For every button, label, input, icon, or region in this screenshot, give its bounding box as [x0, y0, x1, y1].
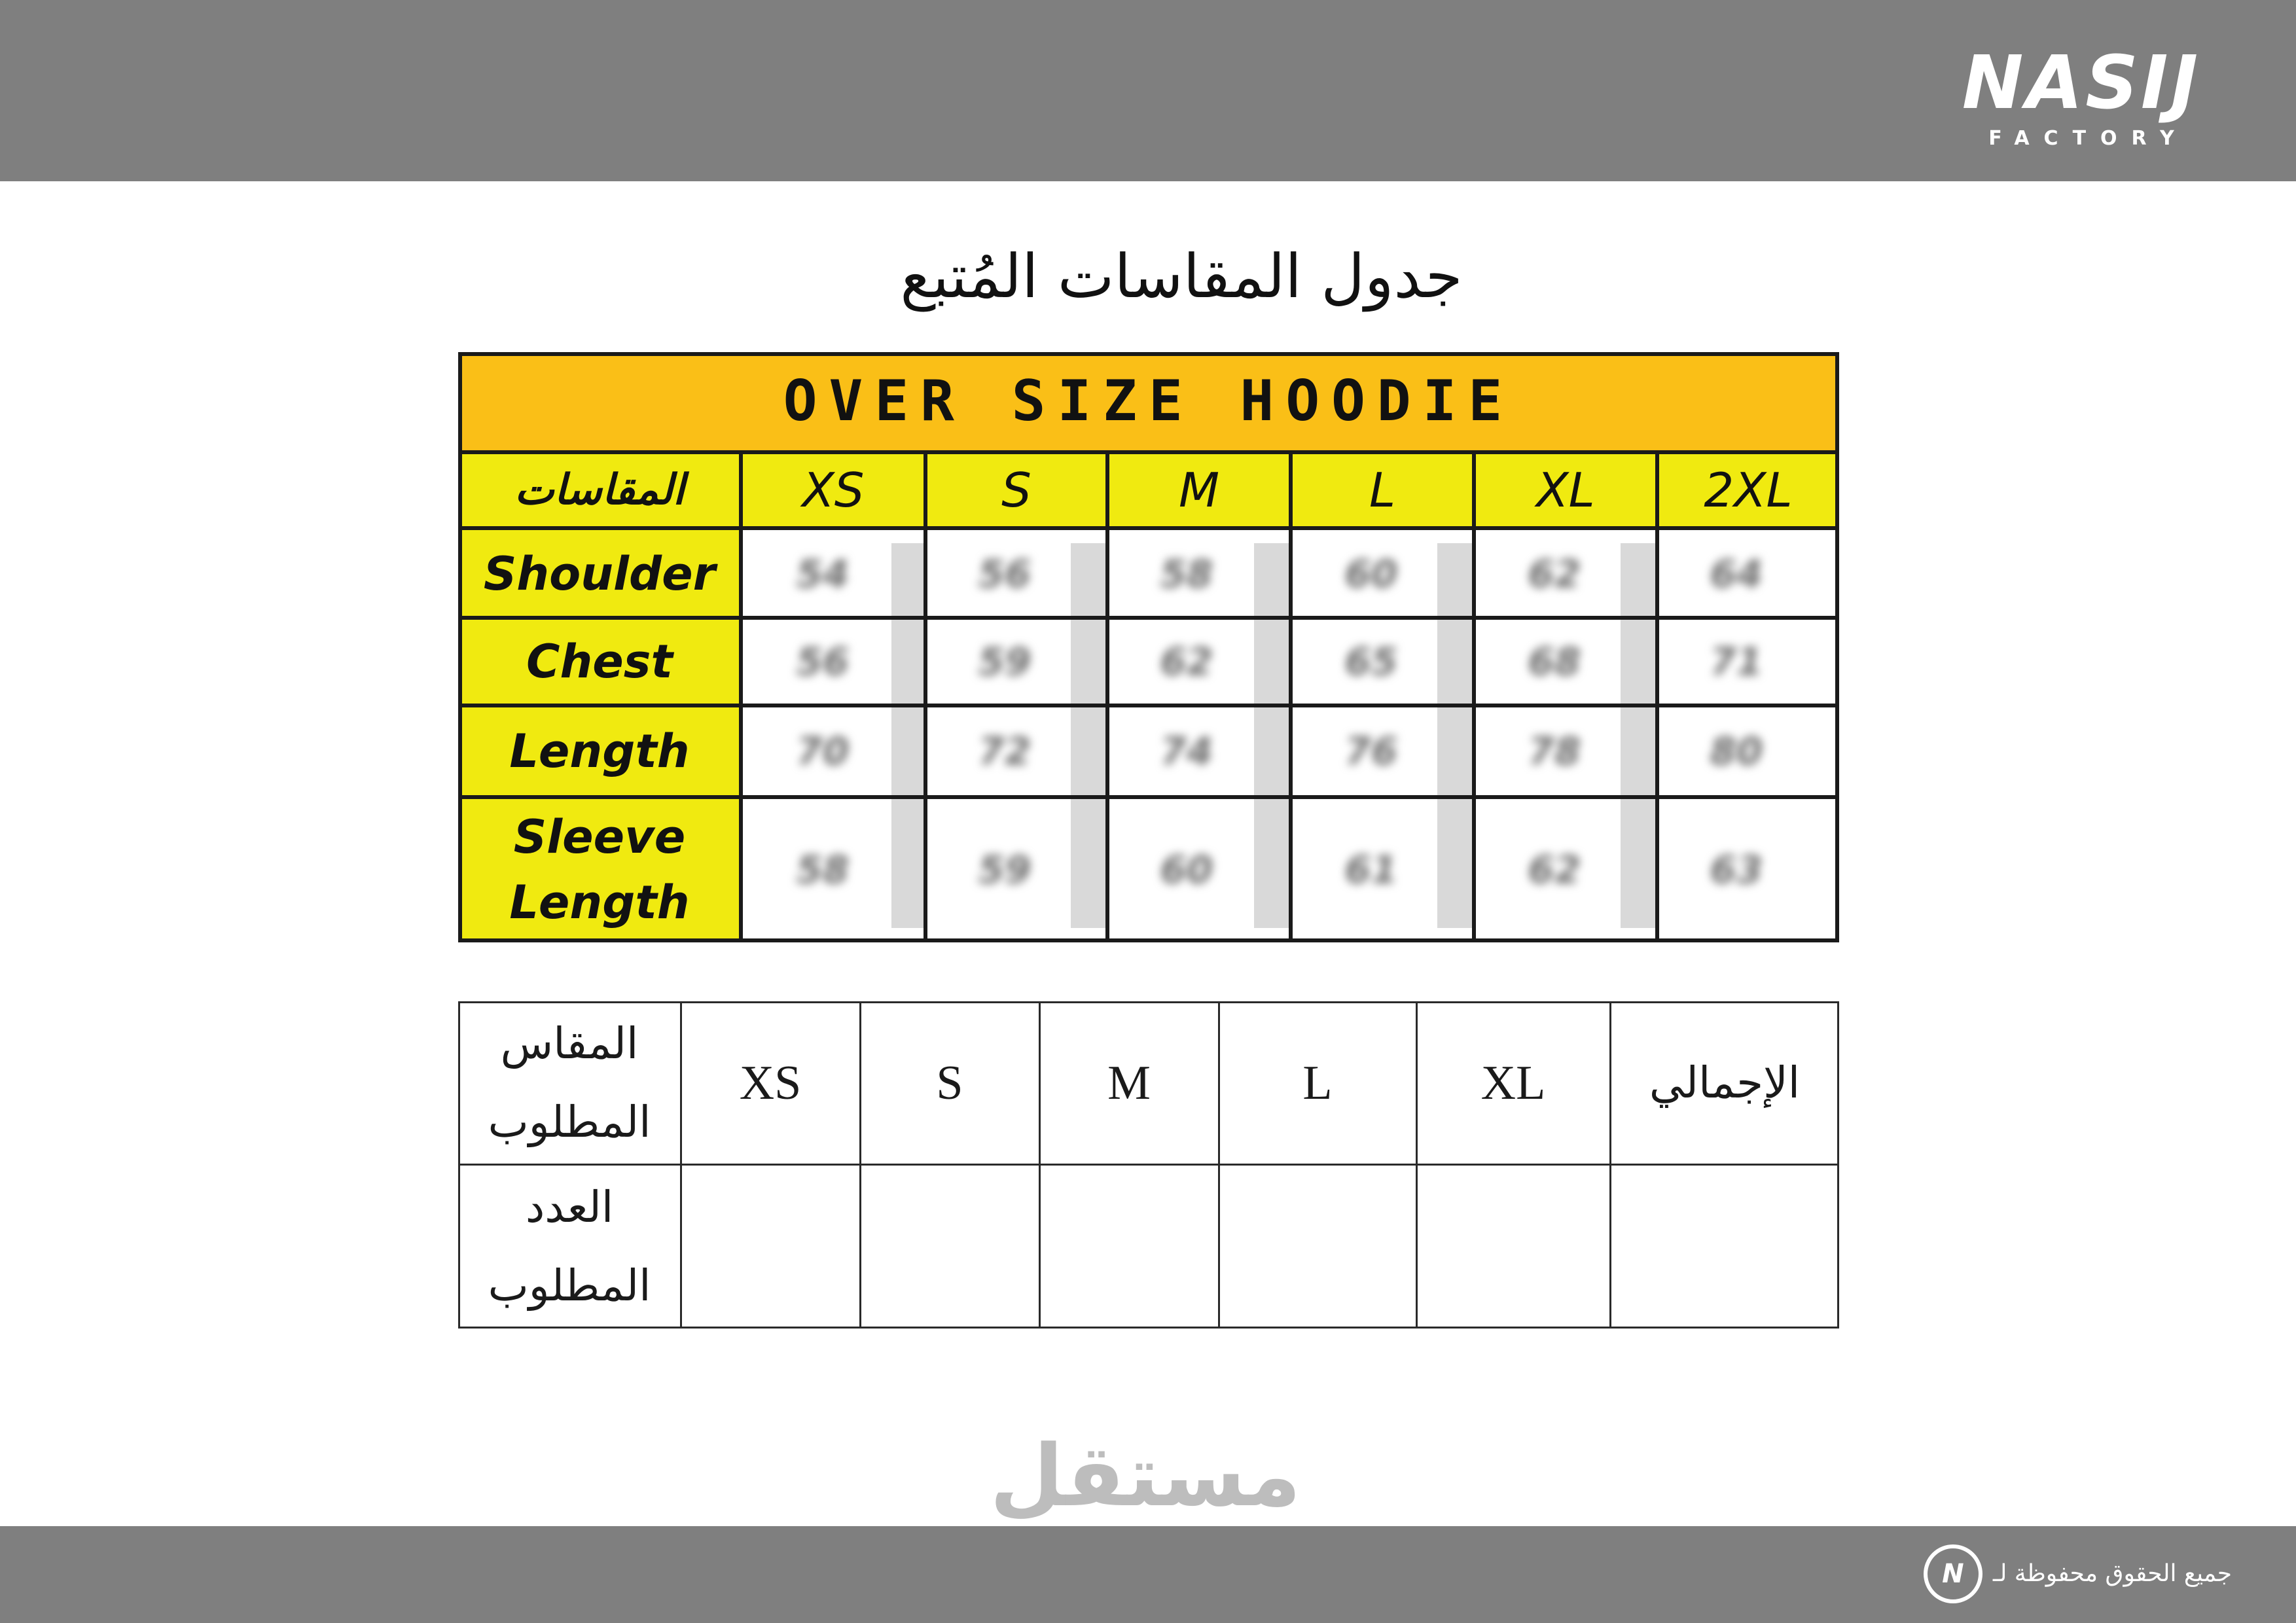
size-chart	[458, 352, 1839, 942]
footer-copyright	[1918, 1541, 2232, 1607]
quantity-cell-m[interactable]	[1039, 1165, 1219, 1329]
value-chest-m: 62	[1160, 639, 1213, 684]
grid-line	[1837, 1001, 1839, 1329]
order-size-s: S	[936, 1056, 963, 1110]
grid-line	[739, 454, 743, 942]
value-sleeve-s: 59	[978, 847, 1031, 892]
order-size-xl: XL	[1480, 1056, 1546, 1110]
row-label-shoulder: Shoulder	[483, 547, 716, 601]
value-sleeve-m: 60	[1160, 847, 1213, 892]
order-quantity-label-line1: العدد	[525, 1182, 614, 1232]
row-label-sleeve-length	[458, 797, 741, 942]
grid-line	[458, 704, 1839, 707]
grid-line	[1416, 1001, 1418, 1329]
chart-banner-text: OVER SIZE HOODIE	[783, 368, 1515, 434]
value-shoulder-m: 58	[1160, 552, 1213, 596]
value-length-2xl: 80	[1710, 729, 1763, 774]
value-sleeve-l: 61	[1344, 847, 1398, 892]
order-quantity-label-line2: المطلوب	[488, 1260, 651, 1311]
row-label-length: Length	[509, 724, 690, 778]
grid-line	[1289, 454, 1293, 942]
row-label-sleeve-line2: Length	[509, 876, 690, 929]
order-size-label-line2: المطلوب	[488, 1097, 651, 1147]
order-size-m: M	[1107, 1056, 1151, 1110]
value-length-xs: 70	[796, 729, 850, 774]
size-header-xl: XL	[1536, 463, 1595, 518]
size-header-l: L	[1369, 463, 1396, 518]
grid-line	[458, 1001, 1839, 1003]
footer-rights-text: جميع الحقوق محفوظة لـ	[1992, 1560, 2232, 1587]
grid-line	[859, 1001, 861, 1329]
logo-subtitle: FACTORY	[1988, 127, 2189, 150]
value-shoulder-xs: 54	[796, 552, 850, 596]
grid-line	[1472, 454, 1476, 942]
brand-mark-icon: N	[1924, 1544, 1982, 1603]
value-chest-l: 65	[1344, 639, 1398, 684]
quantity-cell-l[interactable]	[1219, 1165, 1416, 1329]
value-sleeve-2xl: 63	[1710, 847, 1763, 892]
value-length-xl: 78	[1528, 729, 1581, 774]
value-sleeve-xs: 58	[796, 847, 850, 892]
value-shoulder-xl: 62	[1528, 552, 1581, 596]
logo-wordmark: NASIJ	[1962, 41, 2201, 126]
quantity-cell-s[interactable]	[860, 1165, 1039, 1329]
grid-line	[458, 616, 1839, 620]
size-header-s: S	[1001, 463, 1031, 518]
grid-line	[1609, 1001, 1611, 1329]
order-size-xs: XS	[739, 1056, 802, 1110]
grid-line	[458, 1001, 460, 1329]
shade-strip	[891, 543, 925, 928]
value-chest-s: 59	[978, 639, 1031, 684]
grid-line	[924, 454, 927, 942]
value-sleeve-xl: 62	[1528, 847, 1581, 892]
value-length-l: 76	[1344, 729, 1398, 774]
grid-line	[680, 1001, 682, 1329]
size-header-row	[458, 454, 1839, 530]
measure-label-column	[458, 530, 741, 942]
value-shoulder-2xl: 64	[1710, 552, 1763, 596]
shade-strip	[1437, 543, 1474, 928]
grid-line	[458, 795, 1839, 799]
order-table	[458, 1001, 1839, 1329]
quantity-cell-xs[interactable]	[681, 1165, 860, 1329]
shade-strip	[1621, 543, 1657, 928]
size-header-xs: XS	[802, 463, 865, 518]
grid-line	[458, 1164, 1839, 1166]
grid-line	[1655, 454, 1659, 942]
value-chest-2xl: 71	[1710, 639, 1763, 684]
grid-line	[1039, 1001, 1041, 1329]
top-header-band	[0, 0, 2296, 181]
quantity-cell-total[interactable]	[1610, 1165, 1839, 1329]
order-size-label	[458, 1001, 681, 1165]
row-label-sleeve-line1: Sleeve	[513, 810, 686, 864]
row-label-chest: Chest	[526, 635, 673, 688]
value-shoulder-s: 56	[978, 552, 1031, 596]
size-header-label: المقاسات	[514, 466, 685, 514]
chart-banner	[458, 352, 1839, 454]
quantity-cell-xl[interactable]	[1416, 1165, 1610, 1329]
value-chest-xs: 56	[796, 639, 850, 684]
grid-line	[1218, 1001, 1220, 1329]
order-total-label: الإجمالي	[1649, 1058, 1801, 1108]
order-size-label-line1: المقاس	[500, 1018, 639, 1069]
value-length-s: 72	[978, 729, 1031, 774]
brand-logo	[1954, 41, 2209, 165]
shade-strip	[1071, 543, 1107, 928]
size-header-m: M	[1178, 463, 1220, 518]
order-quantity-label	[458, 1165, 681, 1329]
value-length-m: 74	[1160, 729, 1213, 774]
size-header-2xl: 2XL	[1704, 463, 1793, 518]
order-size-l: L	[1302, 1056, 1333, 1110]
value-chest-xl: 68	[1528, 639, 1581, 684]
page-title: جدول المقاسات المُتبع	[900, 241, 1463, 312]
value-shoulder-l: 60	[1344, 552, 1398, 596]
watermark-arabic: مستقل	[990, 1426, 1301, 1525]
grid-line	[1105, 454, 1109, 942]
shade-strip	[1254, 543, 1291, 928]
grid-line	[458, 1327, 1839, 1329]
